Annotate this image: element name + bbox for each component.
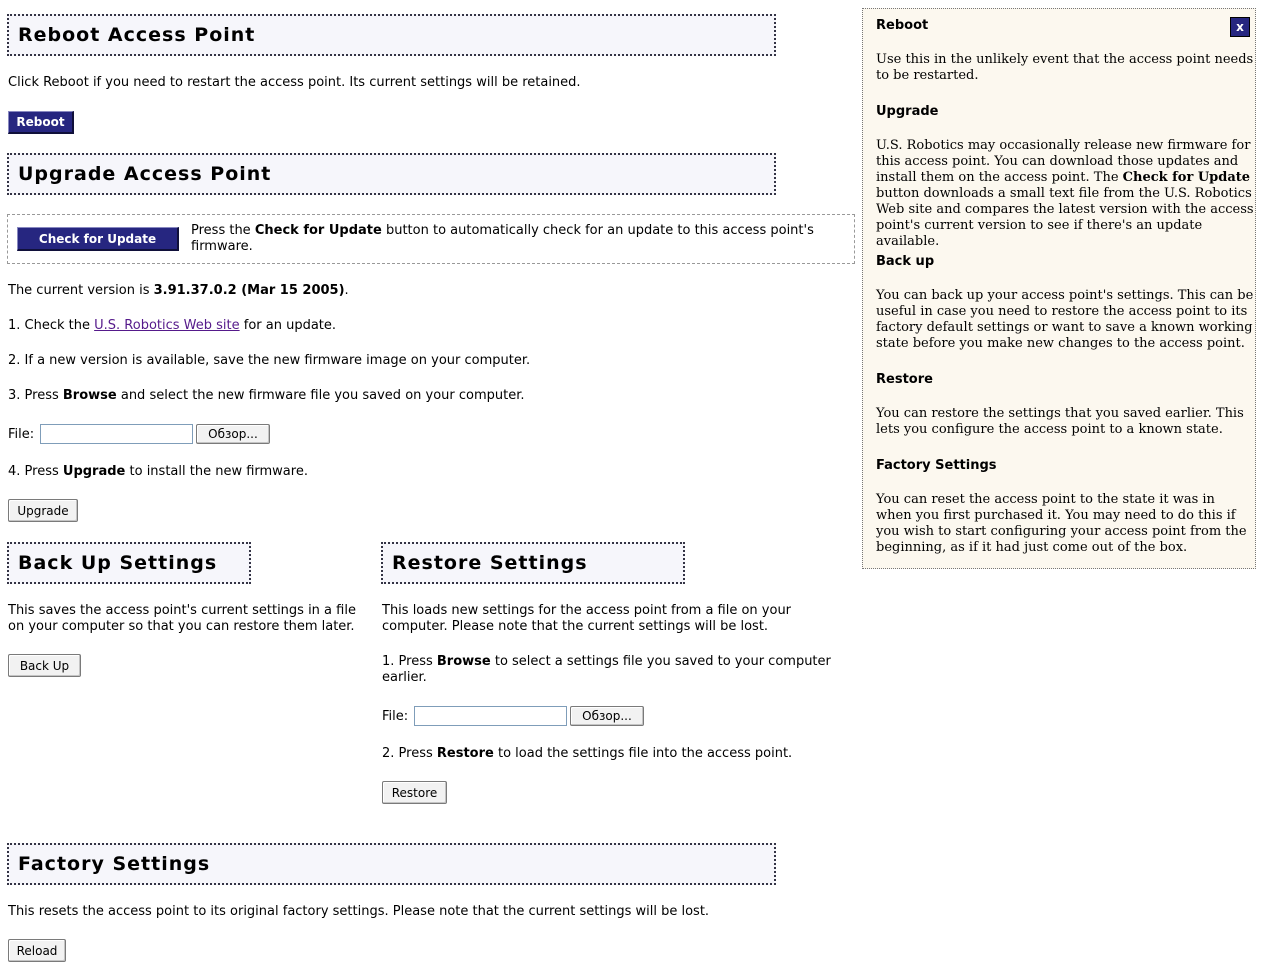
restore-step1-post: to select a settings file you saved to your computer earlier. xyxy=(382,654,831,685)
firmware-file-input[interactable] xyxy=(40,424,193,444)
reload-button[interactable]: Reload xyxy=(8,939,66,962)
upgrade-step-2: 2. If a new version is available, save the new firmware image on your computer. xyxy=(8,353,531,368)
restore-step2-pre: 2. Press xyxy=(382,746,437,761)
version-post: . xyxy=(344,283,349,298)
restore-file-label: File: xyxy=(382,709,409,724)
close-icon[interactable]: x xyxy=(1230,17,1250,37)
help-restore-text: You can restore the settings that you saved earlier. This lets you configure the access point to a known state. xyxy=(876,406,1244,437)
check-desc-pre: Press the xyxy=(191,223,255,238)
reboot-description: Click Reboot if you need to restart the access point. Its current settings will be retained. xyxy=(8,75,581,90)
reboot-button[interactable]: Reboot xyxy=(8,111,74,134)
step4-bold: Upgrade xyxy=(62,464,126,479)
version-value: 3.91.37.0.2 (Mar 15 2005) xyxy=(153,283,345,298)
help-backup-title: Back up xyxy=(876,254,935,269)
help-backup-text: You can back up your access point's settings. This can be useful in case you need to restore the access point to its factory default settings or want to save a known working state before you make new changes to the access point. xyxy=(876,288,1254,351)
help-upgrade-title: Upgrade xyxy=(876,104,939,119)
restore-description: This loads new settings for the access point from a file on your computer. Please note that the current settings will be lost. xyxy=(382,603,792,634)
usr-website-link[interactable]: U.S. Robotics Web site xyxy=(94,318,240,333)
backup-description: This saves the access point's current settings in a file on your computer so that you can restore them later. xyxy=(8,603,356,634)
step1-post: for an update. xyxy=(239,318,337,333)
restore-button[interactable]: Restore xyxy=(382,781,447,804)
help-restore-title: Restore xyxy=(876,372,933,387)
current-version-text xyxy=(8,283,808,299)
help-upgrade-post: button downloads a small text file from the U.S. Robotics Web site and compares the latest version with the access point's current version to see if there's an update available. xyxy=(876,186,1254,249)
factory-description: This resets the access point to its original factory settings. Please note that the current settings will be lost. xyxy=(8,904,710,919)
restore-step2-bold: Restore xyxy=(436,746,494,761)
check-update-description xyxy=(191,223,841,255)
factory-title-text: Factory Settings xyxy=(18,853,211,875)
upgrade-step-1 xyxy=(8,318,808,334)
upgrade-step-3 xyxy=(8,388,808,404)
backup-title-text: Back Up Settings xyxy=(18,552,218,574)
reboot-section-title xyxy=(7,14,776,56)
upgrade-button[interactable]: Upgrade xyxy=(8,499,78,522)
reboot-title-text: Reboot Access Point xyxy=(18,24,256,46)
upgrade-title-text: Upgrade Access Point xyxy=(18,163,272,185)
restore-step1-bold: Browse xyxy=(436,654,491,669)
help-reboot-text: Use this in the unlikely event that the access point needs to be restarted. xyxy=(876,52,1254,83)
backup-button[interactable]: Back Up xyxy=(8,654,81,677)
check-for-update-button[interactable]: Check for Update xyxy=(17,227,179,251)
firmware-file-label: File: xyxy=(8,427,35,442)
step4-post: to install the new firmware. xyxy=(125,464,308,479)
help-upgrade-text xyxy=(876,138,1254,250)
restore-step1-pre: 1. Press xyxy=(382,654,437,669)
restore-step-2 xyxy=(382,746,852,762)
upgrade-step-4 xyxy=(8,464,808,480)
restore-file-input[interactable] xyxy=(414,706,567,726)
restore-title-text: Restore Settings xyxy=(392,552,588,574)
factory-section-title xyxy=(7,843,776,885)
help-reboot-title: Reboot xyxy=(876,18,929,33)
step4-pre: 4. Press xyxy=(8,464,63,479)
help-upgrade-bold: Check for Update xyxy=(1122,170,1251,185)
step1-pre: 1. Check the xyxy=(8,318,95,333)
backup-section-title xyxy=(7,542,251,584)
restore-step2-post: to load the settings file into the access point. xyxy=(493,746,793,761)
step3-pre: 3. Press xyxy=(8,388,63,403)
upgrade-section-title xyxy=(7,153,776,195)
step3-post: and select the new firmware file you saved on your computer. xyxy=(116,388,525,403)
version-pre: The current version is xyxy=(8,283,154,298)
help-factory-text: You can reset the access point to the state it was in when you first purchased it. You may need to do this if you wish to start configuring your access point from the beginning, as if it had just come out of the box. xyxy=(876,492,1247,555)
restore-section-title xyxy=(381,542,685,584)
help-upgrade-pre: U.S. Robotics may occasionally release new firmware for this access point. You can download those updates and install them on the access point. The xyxy=(876,138,1251,185)
check-desc-post: button to automatically check for an update to this access point's firmware. xyxy=(191,223,814,254)
restore-browse-button[interactable]: Обзор... xyxy=(570,706,644,726)
step3-bold: Browse xyxy=(62,388,117,403)
firmware-browse-button[interactable]: Обзор... xyxy=(196,424,270,444)
help-panel xyxy=(862,8,1256,569)
help-factory-title: Factory Settings xyxy=(876,458,997,473)
check-desc-bold: Check for Update xyxy=(254,223,382,238)
restore-step-1 xyxy=(382,654,852,686)
check-update-box xyxy=(7,214,855,264)
